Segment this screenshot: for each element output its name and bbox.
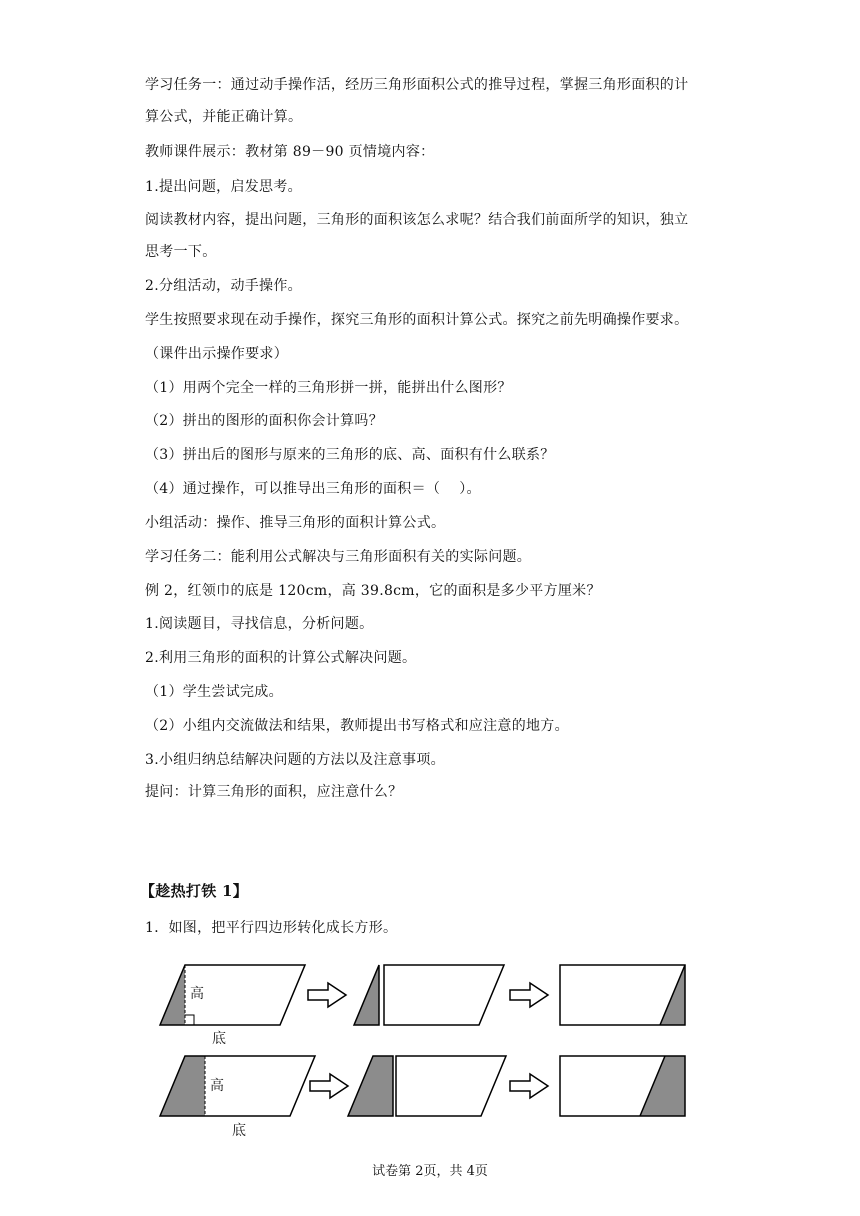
hollow-right-arrow-icon	[310, 1074, 348, 1098]
text-line: 2.分组活动，动手操作。	[145, 278, 302, 294]
height-label: 高	[190, 986, 204, 1002]
section-title: 【趁热打铁 1】	[140, 882, 249, 900]
text-line: （课件出示操作要求）	[145, 346, 288, 362]
text-line: 提问：计算三角形的面积，应注意什么？	[145, 784, 403, 800]
text-line: 教师课件展示：教材第 89－90 页情境内容：	[145, 144, 435, 160]
base-label: 底	[232, 1123, 246, 1139]
text-line: 算公式，并能正确计算。	[145, 109, 303, 125]
page-footer: 试卷第 2页，共 4页	[372, 1164, 488, 1179]
remaining-piece	[396, 1056, 506, 1116]
text-line: （3）拼出后的图形与原来的三角形的底、高、面积有什么联系？	[145, 447, 555, 463]
right-angle-mark	[185, 1015, 194, 1025]
text-line: 1.阅读题目，寻找信息，分析问题。	[145, 616, 374, 632]
text-line: （1）学生尝试完成。	[145, 684, 283, 700]
text-line: 3.小组归纳总结解决问题的方法以及注意事项。	[145, 752, 445, 768]
parallelogram-transform-figure	[150, 955, 690, 1145]
text-line: 2.利用三角形的面积的计算公式解决问题。	[145, 650, 417, 666]
text-line: （4）通过操作，可以推导出三角形的面积＝（ ）。	[145, 481, 481, 497]
row-1	[160, 965, 685, 1047]
text-line: 1.提出问题，启发思考。	[145, 179, 302, 195]
text-line: 学习任务二：能利用公式解决与三角形面积有关的实际问题。	[145, 549, 532, 565]
shaded-trapezoid	[160, 1056, 205, 1116]
text-line: （2）小组内交流做法和结果，教师提出书写格式和应注意的地方。	[145, 718, 569, 734]
hollow-right-arrow-icon	[308, 983, 346, 1007]
text-line: （2）拼出的图形的面积你会计算吗？	[145, 413, 384, 429]
moved-piece	[640, 1056, 685, 1116]
text-line: 例 2，红领巾的底是 120cm，高 39.8cm，它的面积是多少平方厘米？	[145, 583, 601, 599]
hollow-right-arrow-icon	[510, 983, 548, 1007]
remaining-trapezoid	[384, 965, 504, 1025]
row-2	[160, 1056, 685, 1139]
base-label: 底	[212, 1031, 226, 1047]
text-line: 学生按照要求现在动手操作，探究三角形的面积计算公式。探究之前先明确操作要求。	[145, 312, 689, 328]
text-line: （1）用两个完全一样的三角形拼一拼，能拼出什么图形？	[145, 380, 512, 396]
height-label: 高	[210, 1078, 224, 1094]
cut-piece	[348, 1056, 393, 1116]
text-line: 学习任务一：通过动手操作活，经历三角形面积公式的推导过程，掌握三角形面积的计	[145, 77, 689, 93]
question-text: 1．如图，把平行四边形转化成长方形。	[145, 920, 398, 936]
text-line: 小组活动：操作、推导三角形的面积计算公式。	[145, 515, 446, 531]
cut-triangle	[354, 965, 379, 1025]
text-line: 阅读教材内容，提出问题，三角形的面积该怎么求呢？结合我们前面所学的知识，独立	[145, 212, 689, 228]
text-line: 思考一下。	[145, 244, 217, 260]
hollow-right-arrow-icon	[510, 1074, 548, 1098]
